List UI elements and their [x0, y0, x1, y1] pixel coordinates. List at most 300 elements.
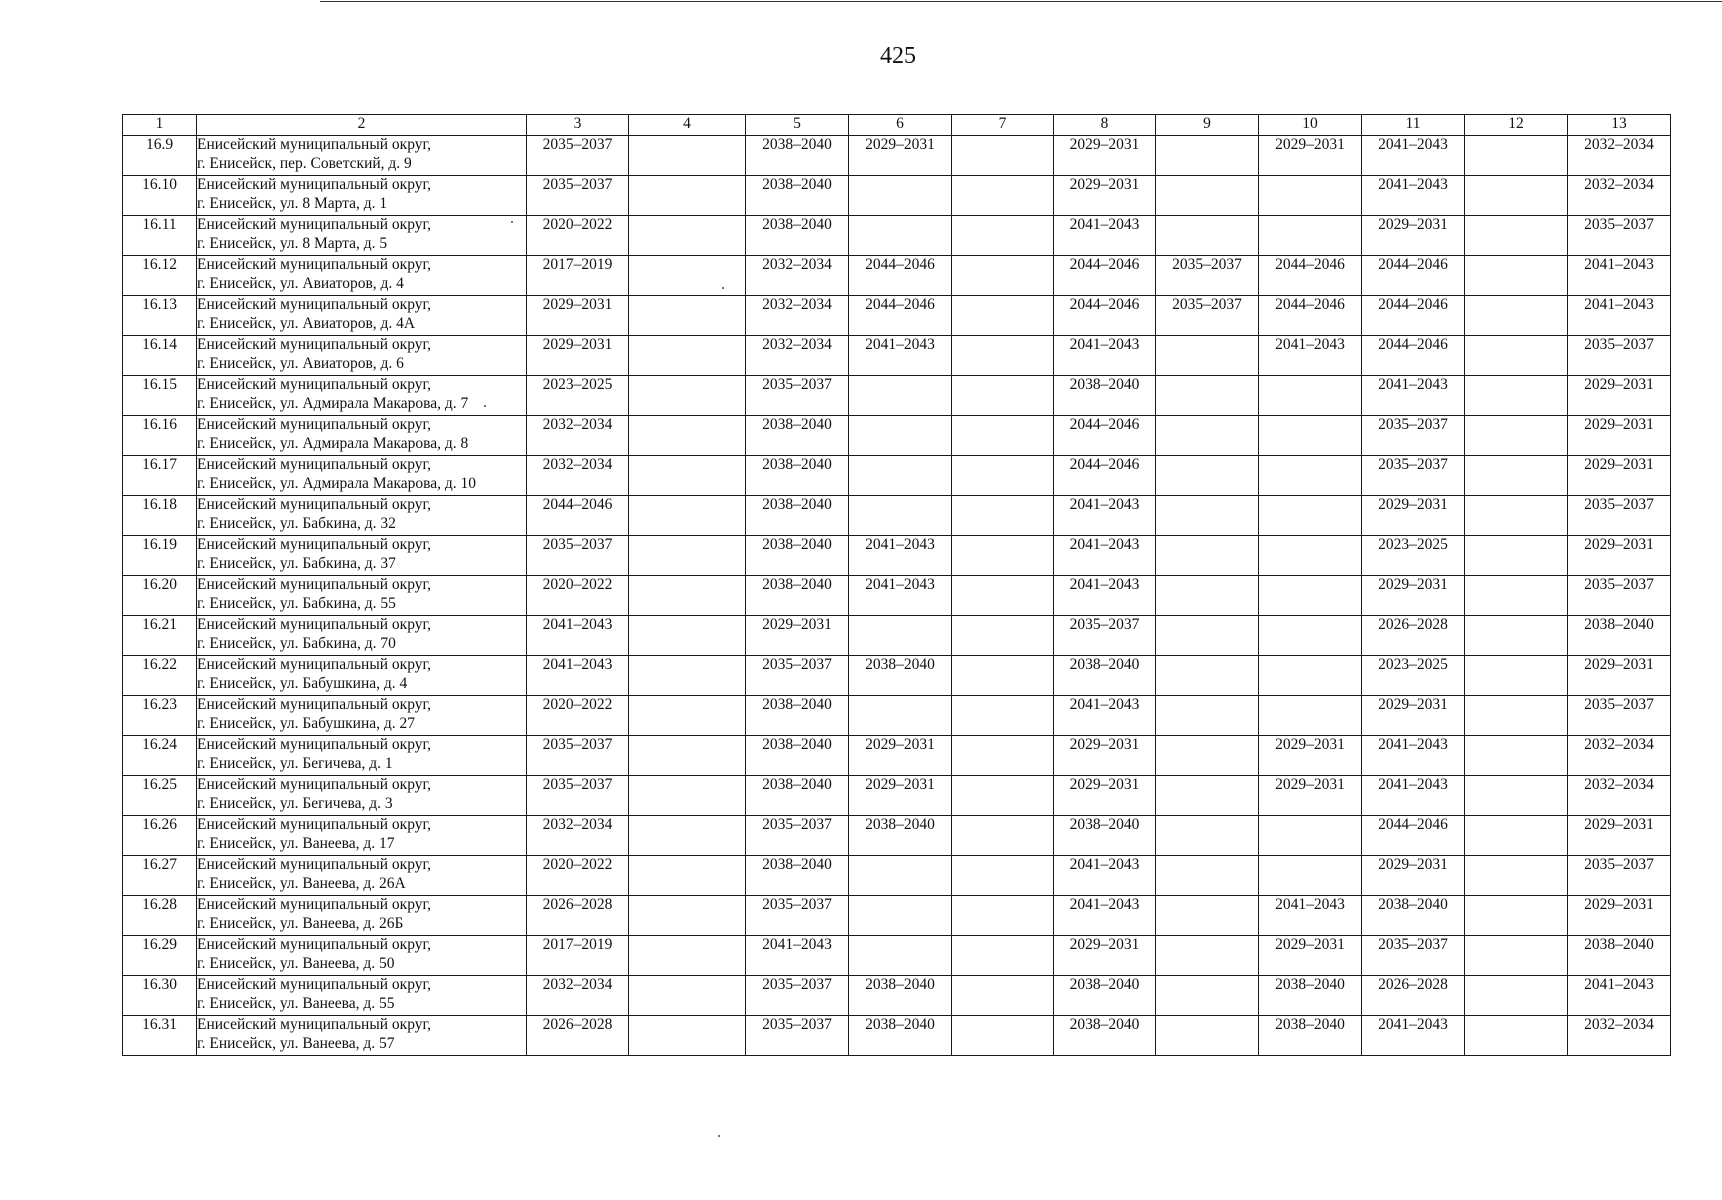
period-cell-col9	[1156, 936, 1259, 976]
period-cell-col11: 2044–2046	[1362, 296, 1465, 336]
row-number: 16.31	[123, 1016, 197, 1056]
period-cell-col13: 2032–2034	[1568, 1016, 1671, 1056]
row-number: 16.18	[123, 496, 197, 536]
period-cell-col12	[1465, 336, 1568, 376]
period-cell-col11: 2029–2031	[1362, 576, 1465, 616]
period-cell-col5: 2038–2040	[746, 856, 849, 896]
period-cell-col11: 2029–2031	[1362, 216, 1465, 256]
address-street: г. Енисейск, ул. Бегичева, д. 3	[197, 794, 393, 812]
table-row	[123, 416, 1671, 456]
row-number: 16.23	[123, 696, 197, 736]
address-cell	[197, 696, 527, 736]
row-number: 16.22	[123, 656, 197, 696]
period-cell-col13: 2032–2034	[1568, 136, 1671, 176]
period-cell-col4	[629, 696, 746, 736]
period-cell-col3: 2035–2037	[527, 176, 629, 216]
address-cell	[197, 336, 527, 376]
period-cell-col12	[1465, 616, 1568, 656]
period-cell-col3: 2032–2034	[527, 416, 629, 456]
table-row	[123, 936, 1671, 976]
period-cell-col13: 2041–2043	[1568, 296, 1671, 336]
period-cell-col12	[1465, 536, 1568, 576]
row-number: 16.29	[123, 936, 197, 976]
address-district: Енисейский муниципальный округ,	[197, 776, 431, 793]
period-cell-col5: 2041–2043	[746, 936, 849, 976]
period-cell-col9	[1156, 816, 1259, 856]
address-district: Енисейский муниципальный округ,	[197, 696, 431, 713]
period-cell-col7	[952, 776, 1054, 816]
row-number: 16.21	[123, 616, 197, 656]
row-number: 16.26	[123, 816, 197, 856]
scan-speck	[722, 287, 724, 289]
period-cell-col6: 2041–2043	[849, 576, 952, 616]
column-header: 4	[629, 115, 746, 136]
period-cell-col3: 2020–2022	[527, 696, 629, 736]
period-cell-col10	[1259, 576, 1362, 616]
row-number: 16.16	[123, 416, 197, 456]
period-cell-col8: 2041–2043	[1054, 576, 1156, 616]
period-cell-col9	[1156, 656, 1259, 696]
period-cell-col9	[1156, 736, 1259, 776]
address-street: г. Енисейск, ул. Бабушкина, д. 4	[197, 674, 408, 692]
table-row	[123, 1016, 1671, 1056]
row-number: 16.12	[123, 256, 197, 296]
period-cell-col3: 2035–2037	[527, 736, 629, 776]
period-cell-col11: 2044–2046	[1362, 816, 1465, 856]
period-cell-col12	[1465, 656, 1568, 696]
period-cell-col7	[952, 416, 1054, 456]
address-district: Енисейский муниципальный округ,	[197, 136, 431, 153]
period-cell-col8: 2038–2040	[1054, 376, 1156, 416]
period-cell-col12	[1465, 856, 1568, 896]
period-cell-col4	[629, 976, 746, 1016]
table-row	[123, 776, 1671, 816]
period-cell-col5: 2038–2040	[746, 136, 849, 176]
address-district: Енисейский муниципальный округ,	[197, 456, 431, 473]
period-cell-col5: 2038–2040	[746, 536, 849, 576]
period-cell-col13: 2038–2040	[1568, 936, 1671, 976]
period-cell-col6	[849, 376, 952, 416]
period-cell-col11: 2023–2025	[1362, 536, 1465, 576]
period-cell-col13: 2029–2031	[1568, 896, 1671, 936]
address-street: г. Енисейск, ул. 8 Марта, д. 1	[197, 194, 388, 212]
period-cell-col10	[1259, 496, 1362, 536]
period-cell-col9	[1156, 1016, 1259, 1056]
period-cell-col4	[629, 1016, 746, 1056]
row-number: 16.24	[123, 736, 197, 776]
period-cell-col11: 2035–2037	[1362, 416, 1465, 456]
period-cell-col5: 2035–2037	[746, 976, 849, 1016]
column-header: 5	[746, 115, 849, 136]
period-cell-col10	[1259, 616, 1362, 656]
address-street: г. Енисейск, ул. Ванеева, д. 17	[197, 834, 395, 852]
period-cell-col6	[849, 416, 952, 456]
row-number: 16.28	[123, 896, 197, 936]
address-cell	[197, 656, 527, 696]
period-cell-col6	[849, 896, 952, 936]
period-cell-col7	[952, 456, 1054, 496]
period-cell-col3: 2017–2019	[527, 936, 629, 976]
period-cell-col8: 2038–2040	[1054, 816, 1156, 856]
period-cell-col12	[1465, 976, 1568, 1016]
address-street: г. Енисейск, ул. Адмирала Макарова, д. 7	[197, 394, 469, 412]
period-cell-col10: 2029–2031	[1259, 736, 1362, 776]
period-cell-col13: 2035–2037	[1568, 576, 1671, 616]
table-row	[123, 656, 1671, 696]
period-cell-col8: 2041–2043	[1054, 896, 1156, 936]
period-cell-col8: 2038–2040	[1054, 656, 1156, 696]
column-header-row	[123, 115, 1671, 136]
period-cell-col8: 2029–2031	[1054, 136, 1156, 176]
period-cell-col11: 2041–2043	[1362, 376, 1465, 416]
period-cell-col8: 2029–2031	[1054, 936, 1156, 976]
period-cell-col12	[1465, 136, 1568, 176]
period-cell-col7	[952, 296, 1054, 336]
address-street: г. Енисейск, ул. Авиаторов, д. 6	[197, 354, 404, 372]
period-cell-col7	[952, 216, 1054, 256]
period-cell-col13: 2035–2037	[1568, 216, 1671, 256]
address-street: г. Енисейск, ул. Бабкина, д. 32	[197, 514, 396, 532]
period-cell-col4	[629, 136, 746, 176]
period-cell-col5: 2035–2037	[746, 656, 849, 696]
address-cell	[197, 776, 527, 816]
address-district: Енисейский муниципальный округ,	[197, 376, 431, 393]
period-cell-col6	[849, 496, 952, 536]
period-cell-col3: 2020–2022	[527, 216, 629, 256]
period-cell-col5: 2038–2040	[746, 576, 849, 616]
address-cell	[197, 376, 527, 416]
period-cell-col4	[629, 936, 746, 976]
column-header: 1	[123, 115, 197, 136]
period-cell-col7	[952, 616, 1054, 656]
period-cell-col7	[952, 1016, 1054, 1056]
period-cell-col5: 2035–2037	[746, 816, 849, 856]
period-cell-col13: 2029–2031	[1568, 656, 1671, 696]
period-cell-col7	[952, 496, 1054, 536]
period-cell-col7	[952, 256, 1054, 296]
table-row	[123, 896, 1671, 936]
period-cell-col4	[629, 376, 746, 416]
period-cell-col3: 2044–2046	[527, 496, 629, 536]
period-cell-col8: 2041–2043	[1054, 336, 1156, 376]
period-cell-col9	[1156, 616, 1259, 656]
period-cell-col6	[849, 696, 952, 736]
period-cell-col7	[952, 136, 1054, 176]
period-cell-col8: 2041–2043	[1054, 496, 1156, 536]
period-cell-col6: 2041–2043	[849, 336, 952, 376]
period-cell-col10	[1259, 216, 1362, 256]
row-number: 16.14	[123, 336, 197, 376]
table-row	[123, 816, 1671, 856]
period-cell-col10: 2029–2031	[1259, 136, 1362, 176]
period-cell-col4	[629, 416, 746, 456]
period-cell-col6	[849, 216, 952, 256]
address-cell	[197, 136, 527, 176]
address-district: Енисейский муниципальный округ,	[197, 976, 431, 993]
period-cell-col4	[629, 456, 746, 496]
period-cell-col3: 2032–2034	[527, 456, 629, 496]
period-cell-col10: 2041–2043	[1259, 336, 1362, 376]
period-cell-col4	[629, 176, 746, 216]
period-cell-col8: 2041–2043	[1054, 856, 1156, 896]
address-street: г. Енисейск, ул. 8 Марта, д. 5	[197, 234, 388, 252]
period-cell-col9	[1156, 496, 1259, 536]
period-cell-col9	[1156, 696, 1259, 736]
address-district: Енисейский муниципальный округ,	[197, 296, 431, 313]
period-cell-col3: 2017–2019	[527, 256, 629, 296]
table-row	[123, 296, 1671, 336]
address-street: г. Енисейск, ул. Ванеева, д. 50	[197, 954, 395, 972]
period-cell-col13: 2029–2031	[1568, 536, 1671, 576]
address-district: Енисейский муниципальный округ,	[197, 336, 431, 353]
address-street: г. Енисейск, ул. Адмирала Макарова, д. 10	[197, 474, 477, 492]
period-cell-col6: 2038–2040	[849, 816, 952, 856]
scan-speck	[718, 1135, 720, 1137]
period-cell-col12	[1465, 1016, 1568, 1056]
period-cell-col13: 2041–2043	[1568, 256, 1671, 296]
period-cell-col8: 2044–2046	[1054, 416, 1156, 456]
period-cell-col10	[1259, 816, 1362, 856]
period-cell-col9	[1156, 576, 1259, 616]
address-cell	[197, 736, 527, 776]
period-cell-col4	[629, 776, 746, 816]
table-row	[123, 976, 1671, 1016]
period-cell-col12	[1465, 296, 1568, 336]
period-cell-col8: 2035–2037	[1054, 616, 1156, 656]
column-header: 11	[1362, 115, 1465, 136]
table-row	[123, 576, 1671, 616]
address-district: Енисейский муниципальный округ,	[197, 176, 431, 193]
period-cell-col5: 2038–2040	[746, 736, 849, 776]
address-cell	[197, 896, 527, 936]
period-cell-col11: 2029–2031	[1362, 496, 1465, 536]
period-cell-col10: 2029–2031	[1259, 936, 1362, 976]
period-cell-col9	[1156, 896, 1259, 936]
period-cell-col10: 2038–2040	[1259, 976, 1362, 1016]
period-cell-col11: 2026–2028	[1362, 976, 1465, 1016]
period-cell-col6: 2038–2040	[849, 976, 952, 1016]
period-cell-col11: 2038–2040	[1362, 896, 1465, 936]
period-cell-col5: 2038–2040	[746, 416, 849, 456]
period-cell-col10	[1259, 856, 1362, 896]
address-cell	[197, 496, 527, 536]
row-number: 16.25	[123, 776, 197, 816]
period-cell-col12	[1465, 256, 1568, 296]
period-cell-col9	[1156, 176, 1259, 216]
address-street: г. Енисейск, ул. Бабкина, д. 70	[197, 634, 396, 652]
address-cell	[197, 616, 527, 656]
address-cell	[197, 176, 527, 216]
address-cell	[197, 256, 527, 296]
period-cell-col12	[1465, 576, 1568, 616]
period-cell-col11: 2041–2043	[1362, 136, 1465, 176]
row-number: 16.11	[123, 216, 197, 256]
period-cell-col11: 2029–2031	[1362, 856, 1465, 896]
period-cell-col10	[1259, 696, 1362, 736]
period-cell-col9	[1156, 336, 1259, 376]
period-cell-col7	[952, 936, 1054, 976]
period-cell-col6	[849, 456, 952, 496]
period-cell-col9	[1156, 416, 1259, 456]
address-street: г. Енисейск, ул. Бабкина, д. 55	[197, 594, 396, 612]
period-cell-col5: 2032–2034	[746, 296, 849, 336]
table-row	[123, 216, 1671, 256]
address-cell	[197, 856, 527, 896]
period-cell-col9: 2035–2037	[1156, 296, 1259, 336]
period-cell-col4	[629, 256, 746, 296]
period-cell-col11: 2041–2043	[1362, 1016, 1465, 1056]
period-cell-col7	[952, 816, 1054, 856]
period-cell-col10	[1259, 656, 1362, 696]
address-cell	[197, 576, 527, 616]
period-cell-col11: 2044–2046	[1362, 336, 1465, 376]
period-cell-col7	[952, 376, 1054, 416]
period-cell-col12	[1465, 896, 1568, 936]
period-cell-col5: 2038–2040	[746, 216, 849, 256]
period-cell-col13: 2032–2034	[1568, 176, 1671, 216]
period-cell-col9	[1156, 976, 1259, 1016]
address-cell	[197, 936, 527, 976]
period-cell-col8: 2044–2046	[1054, 256, 1156, 296]
table-row	[123, 376, 1671, 416]
period-cell-col13: 2029–2031	[1568, 816, 1671, 856]
period-cell-col7	[952, 736, 1054, 776]
row-number: 16.10	[123, 176, 197, 216]
row-number: 16.9	[123, 136, 197, 176]
period-cell-col9	[1156, 536, 1259, 576]
period-cell-col12	[1465, 216, 1568, 256]
period-cell-col6: 2038–2040	[849, 1016, 952, 1056]
address-district: Енисейский муниципальный округ,	[197, 496, 431, 513]
period-cell-col11: 2029–2031	[1362, 696, 1465, 736]
address-street: г. Енисейск, ул. Ванеева, д. 26А	[197, 874, 406, 892]
period-cell-col5: 2038–2040	[746, 776, 849, 816]
address-street: г. Енисейск, ул. Бабкина, д. 37	[197, 554, 396, 572]
period-cell-col12	[1465, 736, 1568, 776]
period-cell-col3: 2035–2037	[527, 536, 629, 576]
period-cell-col9	[1156, 136, 1259, 176]
period-cell-col7	[952, 336, 1054, 376]
table-row	[123, 536, 1671, 576]
period-cell-col4	[629, 296, 746, 336]
period-cell-col4	[629, 656, 746, 696]
table-row	[123, 616, 1671, 656]
period-cell-col3: 2029–2031	[527, 296, 629, 336]
period-cell-col5: 2029–2031	[746, 616, 849, 656]
top-rule	[320, 1, 1722, 2]
period-cell-col12	[1465, 376, 1568, 416]
address-street: г. Енисейск, ул. Авиаторов, д. 4А	[197, 314, 416, 332]
period-cell-col8: 2029–2031	[1054, 736, 1156, 776]
period-cell-col7	[952, 656, 1054, 696]
period-cell-col3: 2041–2043	[527, 616, 629, 656]
address-district: Енисейский муниципальный округ,	[197, 1016, 431, 1033]
period-cell-col13: 2035–2037	[1568, 696, 1671, 736]
period-cell-col10: 2044–2046	[1259, 296, 1362, 336]
period-cell-col4	[629, 896, 746, 936]
period-cell-col5: 2038–2040	[746, 496, 849, 536]
address-cell	[197, 216, 527, 256]
period-cell-col3: 2020–2022	[527, 856, 629, 896]
column-header: 3	[527, 115, 629, 136]
period-cell-col11: 2041–2043	[1362, 736, 1465, 776]
address-district: Енисейский муниципальный округ,	[197, 416, 431, 433]
table-row	[123, 336, 1671, 376]
table-row	[123, 456, 1671, 496]
row-number: 16.30	[123, 976, 197, 1016]
address-cell	[197, 536, 527, 576]
address-district: Енисейский муниципальный округ,	[197, 656, 431, 673]
table-row	[123, 736, 1671, 776]
period-cell-col5: 2038–2040	[746, 456, 849, 496]
period-cell-col7	[952, 536, 1054, 576]
address-cell	[197, 456, 527, 496]
column-header: 9	[1156, 115, 1259, 136]
table-row	[123, 136, 1671, 176]
period-cell-col12	[1465, 696, 1568, 736]
period-cell-col5: 2035–2037	[746, 896, 849, 936]
period-cell-col9: 2035–2037	[1156, 256, 1259, 296]
period-cell-col6: 2029–2031	[849, 736, 952, 776]
period-cell-col5: 2038–2040	[746, 696, 849, 736]
period-cell-col9	[1156, 216, 1259, 256]
address-district: Енисейский муниципальный округ,	[197, 536, 431, 553]
period-cell-col12	[1465, 456, 1568, 496]
period-cell-col4	[629, 856, 746, 896]
row-number: 16.13	[123, 296, 197, 336]
period-cell-col13: 2029–2031	[1568, 376, 1671, 416]
period-cell-col7	[952, 176, 1054, 216]
period-cell-col6: 2044–2046	[849, 256, 952, 296]
period-cell-col11: 2044–2046	[1362, 256, 1465, 296]
period-cell-col12	[1465, 936, 1568, 976]
address-street: г. Енисейск, ул. Ванеева, д. 26Б	[197, 914, 404, 932]
period-cell-col4	[629, 816, 746, 856]
period-cell-col13: 2041–2043	[1568, 976, 1671, 1016]
period-cell-col10: 2041–2043	[1259, 896, 1362, 936]
period-cell-col8: 2041–2043	[1054, 216, 1156, 256]
period-cell-col11: 2023–2025	[1362, 656, 1465, 696]
period-cell-col3: 2032–2034	[527, 976, 629, 1016]
period-cell-col10	[1259, 376, 1362, 416]
period-cell-col6	[849, 176, 952, 216]
period-cell-col4	[629, 536, 746, 576]
row-number: 16.17	[123, 456, 197, 496]
column-header: 2	[197, 115, 527, 136]
period-cell-col8: 2041–2043	[1054, 696, 1156, 736]
table-row	[123, 696, 1671, 736]
address-district: Енисейский муниципальный округ,	[197, 216, 431, 233]
period-cell-col4	[629, 736, 746, 776]
period-cell-col10: 2029–2031	[1259, 776, 1362, 816]
period-cell-col4	[629, 216, 746, 256]
period-cell-col8: 2038–2040	[1054, 1016, 1156, 1056]
period-cell-col7	[952, 896, 1054, 936]
address-cell	[197, 976, 527, 1016]
period-cell-col8: 2041–2043	[1054, 536, 1156, 576]
period-cell-col11: 2041–2043	[1362, 176, 1465, 216]
address-district: Енисейский муниципальный округ,	[197, 736, 431, 753]
table-row	[123, 856, 1671, 896]
column-header: 6	[849, 115, 952, 136]
column-header: 7	[952, 115, 1054, 136]
period-cell-col8: 2044–2046	[1054, 296, 1156, 336]
period-cell-col11: 2035–2037	[1362, 456, 1465, 496]
column-header: 12	[1465, 115, 1568, 136]
period-cell-col10: 2044–2046	[1259, 256, 1362, 296]
period-cell-col10: 2038–2040	[1259, 1016, 1362, 1056]
period-cell-col9	[1156, 456, 1259, 496]
